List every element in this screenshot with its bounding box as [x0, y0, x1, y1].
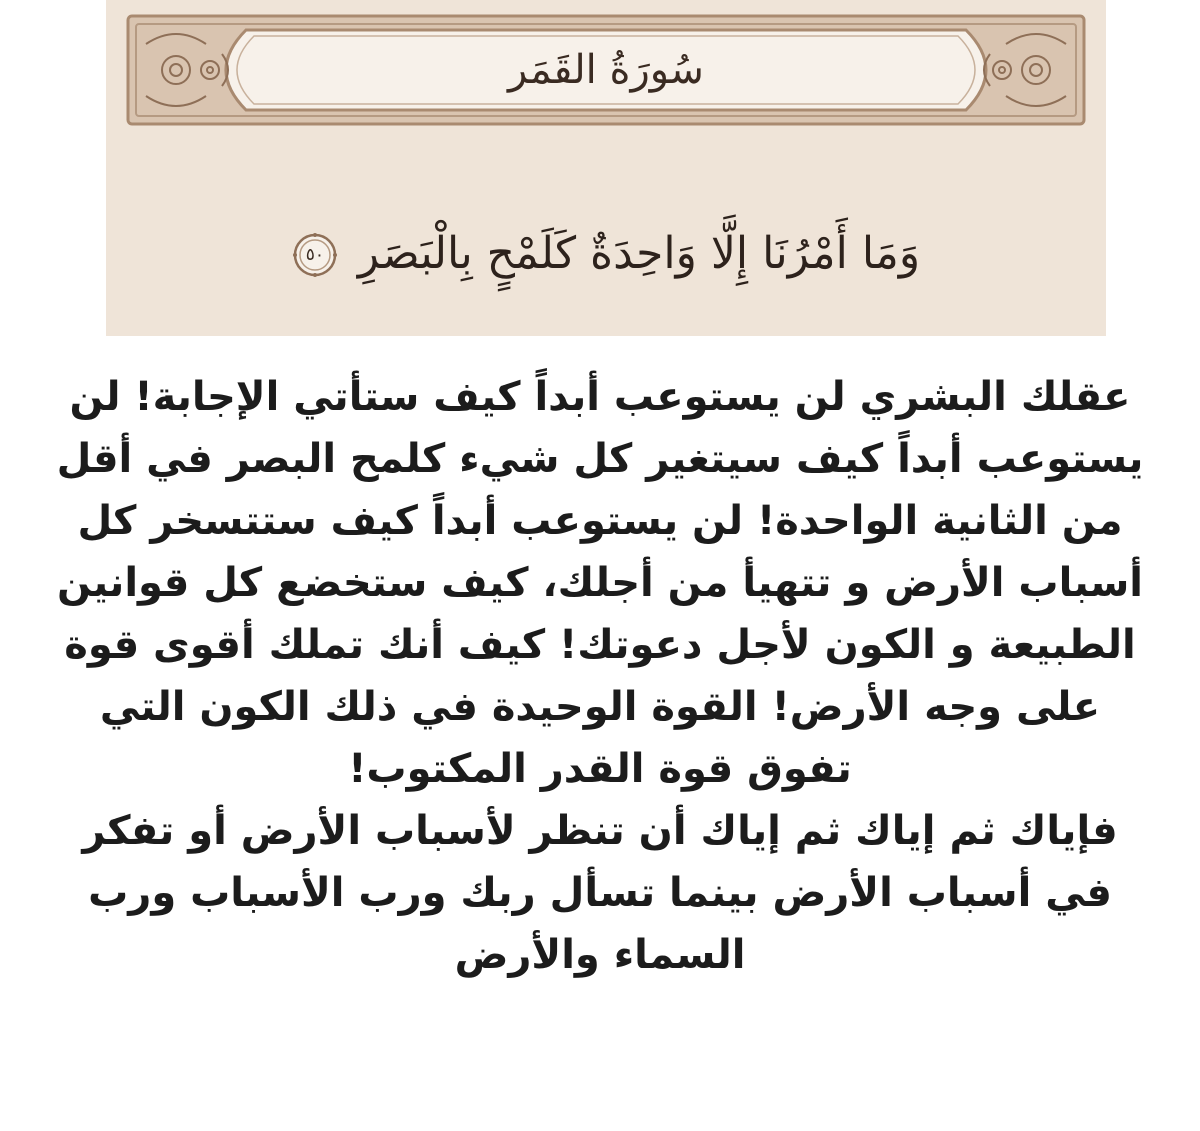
verse-text: وَمَا أَمْرُنَا إِلَّا وَاحِدَةٌ كَلَمْحٍ بِالْبَصَرِ	[357, 228, 921, 280]
quran-verse	[106, 228, 1106, 279]
ayah-marker	[292, 232, 338, 278]
quran-verse-card	[106, 0, 1106, 336]
reflection-text	[50, 366, 1150, 986]
reflection-paragraph-1: عقلك البشري لن يستوعب أبداً كيف ستأتي الإجابة! لن يستوعب أبداً كيف سيتغير كل شيء كلمح البصر في أقل من الثانية الواحدة! لن يستوعب أبداً كيف ستتسخر كل أسباب الأرض و تتهيأ من أجلك، كيف ستخضع كل قوانين الطبيعة و الكون لأجل دعوتك! كيف أنك تملك أقوى قوة على وجه الأرض! القوة الوحيدة في ذلك الكون التي تفوق قوة القدر المكتوب!	[56, 374, 1144, 792]
ayah-number: ٥٠	[305, 244, 325, 265]
surah-banner	[126, 14, 1086, 126]
reflection-paragraph-2: فإياك ثم إياك ثم إياك أن تنظر لأسباب الأرض أو تفكر في أسباب الأرض بينما تسأل ربك ورب الأسباب ورب السماء والأرض	[82, 808, 1118, 978]
surah-title: سُورَةُ القَمَر	[508, 47, 704, 93]
